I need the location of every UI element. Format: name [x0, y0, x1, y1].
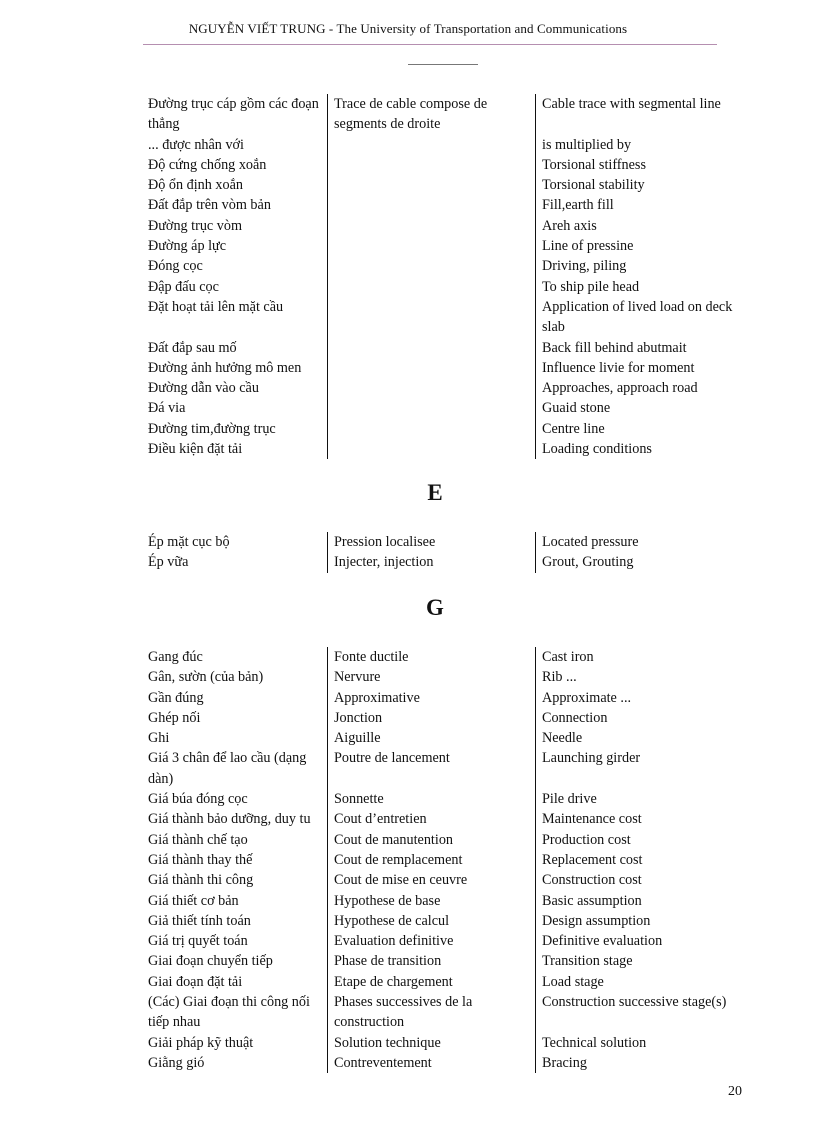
- term-english: Approaches, approach road: [535, 378, 742, 398]
- term-vietnamese: Giá 3 chân để lao cầu (dạng dàn): [148, 750, 307, 787]
- term-french: Trace de cable compose de segments de droite: [327, 94, 535, 135]
- term-english: Driving, piling: [535, 256, 742, 276]
- glossary-row: [148, 728, 748, 748]
- term-english: Fill,earth fill: [535, 195, 742, 215]
- term-vietnamese: Độ ổn định xoắn: [148, 177, 243, 194]
- glossary-row: [148, 175, 748, 195]
- term-vietnamese: Gần đúng: [148, 689, 204, 706]
- term-vietnamese: Giá thành thi công: [148, 872, 254, 889]
- term-french: Cout de manutention: [327, 830, 535, 850]
- term-french: Aiguille: [327, 728, 535, 748]
- term-french: [327, 135, 535, 155]
- term-french: [327, 358, 535, 378]
- glossary-row: [148, 532, 748, 552]
- term-vietnamese: Giá trị quyết toán: [148, 933, 248, 950]
- term-english: Transition stage: [535, 951, 742, 971]
- term-vietnamese: Ghép nối: [148, 709, 201, 726]
- term-english: Centre line: [535, 419, 742, 439]
- glossary-row: [148, 667, 748, 687]
- term-vietnamese: Giá thiết cơ bản: [148, 892, 239, 909]
- term-vietnamese: Ép vữa: [148, 554, 189, 571]
- glossary-row: [148, 992, 748, 1033]
- glossary-row: [148, 688, 748, 708]
- term-english: Bracing: [535, 1053, 742, 1073]
- term-french: Evaluation definitive: [327, 931, 535, 951]
- term-french: [327, 378, 535, 398]
- term-french: [327, 297, 535, 338]
- glossary-row: [148, 850, 748, 870]
- term-vietnamese: Giả thiết tính toán: [148, 912, 251, 929]
- term-vietnamese: Độ cứng chống xoắn: [148, 156, 267, 173]
- page-number: 20: [728, 1084, 742, 1099]
- term-french: Jonction: [327, 708, 535, 728]
- glossary-row: [148, 931, 748, 951]
- term-french: Contreventement: [327, 1053, 535, 1073]
- term-vietnamese: Ép mặt cục bộ: [148, 534, 230, 550]
- glossary-row: [148, 552, 748, 572]
- term-french: Cout d’entretien: [327, 809, 535, 829]
- term-french: Hypothese de calcul: [327, 911, 535, 931]
- glossary-row: [148, 789, 748, 809]
- term-french: Etape de chargement: [327, 972, 535, 992]
- glossary-row: [148, 891, 748, 911]
- term-vietnamese: Giá búa đóng cọc: [148, 791, 248, 808]
- term-english: Back fill behind abutmait: [535, 338, 742, 358]
- term-english: Torsional stiffness: [535, 155, 742, 175]
- term-vietnamese: Đất đắp trên vòm bản: [148, 197, 271, 214]
- term-vietnamese: Đường trục vòm: [148, 217, 242, 234]
- glossary-row: [148, 378, 748, 398]
- glossary-section-e: [148, 532, 748, 573]
- section-letter-e: E: [427, 480, 443, 505]
- term-english: Grout, Grouting: [535, 552, 742, 572]
- glossary-row: [148, 155, 748, 175]
- term-english: Load stage: [535, 972, 742, 992]
- term-english: Maintenance cost: [535, 809, 742, 829]
- term-english: Line of pressine: [535, 236, 742, 256]
- glossary-row: [148, 830, 748, 850]
- glossary-section-g: [148, 647, 748, 1073]
- term-french: Approximative: [327, 688, 535, 708]
- term-english: Technical solution: [535, 1033, 742, 1053]
- term-french: [327, 419, 535, 439]
- term-english: To ship pile head: [535, 277, 742, 297]
- term-english: Replacement cost: [535, 850, 742, 870]
- term-french: Cout de mise en ceuvre: [327, 870, 535, 890]
- term-french: Pression localisee: [327, 532, 535, 552]
- term-english: Loading conditions: [535, 439, 742, 459]
- term-english: Torsional stability: [535, 175, 742, 195]
- term-french: Fonte ductile: [327, 647, 535, 667]
- term-vietnamese: Đường áp lực: [148, 238, 227, 255]
- term-french: Sonnette: [327, 789, 535, 809]
- term-french: Phases successives de la construction: [327, 992, 535, 1033]
- term-english: Design assumption: [535, 911, 742, 931]
- glossary-row: [148, 809, 748, 829]
- term-french: [327, 175, 535, 195]
- term-english: Construction successive stage(s): [535, 992, 742, 1033]
- term-english: Cast iron: [535, 647, 742, 667]
- glossary-row: [148, 236, 748, 256]
- term-vietnamese: Gang đúc: [148, 649, 203, 665]
- term-english: Approximate ...: [535, 688, 742, 708]
- term-english: Cable trace with segmental line: [535, 94, 742, 135]
- section-letter-g: G: [426, 595, 444, 620]
- glossary-row: [148, 439, 748, 459]
- term-english: Influence livie for moment: [535, 358, 742, 378]
- glossary-row: [148, 297, 748, 338]
- term-french: Hypothese de base: [327, 891, 535, 911]
- term-english: is multiplied by: [535, 135, 742, 155]
- glossary-row: [148, 358, 748, 378]
- term-french: [327, 216, 535, 236]
- term-vietnamese: (Các) Giai đoạn thi công nối tiếp nhau: [148, 994, 310, 1031]
- glossary-row: [148, 911, 748, 931]
- term-vietnamese: Đặt hoạt tải lên mặt cầu: [148, 298, 284, 315]
- term-vietnamese: Gân, sườn (của bản): [148, 669, 264, 686]
- term-english: Construction cost: [535, 870, 742, 890]
- glossary-row: [148, 94, 748, 135]
- term-vietnamese: Giai đoạn chuyển tiếp: [148, 953, 273, 970]
- term-english: Definitive evaluation: [535, 931, 742, 951]
- term-english: Rib ...: [535, 667, 742, 687]
- glossary-row: [148, 398, 748, 418]
- glossary-row: [148, 708, 748, 728]
- term-vietnamese: Điều kiện đặt tải: [148, 441, 243, 458]
- term-vietnamese: Giá thành thay thế: [148, 851, 253, 868]
- term-french: [327, 338, 535, 358]
- glossary-row: [148, 951, 748, 971]
- header-divider: [143, 44, 717, 45]
- glossary-row: [148, 419, 748, 439]
- term-french: [327, 398, 535, 418]
- term-vietnamese: Đóng cọc: [148, 258, 203, 275]
- term-english: Launching girder: [535, 748, 742, 789]
- term-english: Basic assumption: [535, 891, 742, 911]
- term-french: [327, 195, 535, 215]
- term-french: Injecter, injection: [327, 552, 535, 572]
- term-vietnamese: Đường trục cáp gồm các đoạn thẳng: [148, 96, 319, 133]
- term-french: Cout de remplacement: [327, 850, 535, 870]
- term-vietnamese: Ghi: [148, 730, 170, 747]
- term-vietnamese: Giải pháp kỹ thuật: [148, 1034, 254, 1051]
- term-english: Guaid stone: [535, 398, 742, 418]
- glossary-section-d: [148, 94, 748, 459]
- glossary-row: [148, 216, 748, 236]
- term-french: Nervure: [327, 667, 535, 687]
- term-french: [327, 155, 535, 175]
- term-vietnamese: Đường dẫn vào cầu: [148, 380, 259, 397]
- page-header: NGUYỄN VIẾT TRUNG - The University of Transportation and Communications: [188, 21, 628, 36]
- term-vietnamese: Đường ảnh hưởng mô men: [148, 359, 302, 376]
- term-vietnamese: Giá thành chế tạo: [148, 831, 248, 848]
- term-english: Connection: [535, 708, 742, 728]
- glossary-row: [148, 647, 748, 667]
- glossary-row: [148, 1033, 748, 1053]
- term-english: Located pressure: [535, 532, 742, 552]
- term-vietnamese: Giá thành bảo dưỡng, duy tu: [148, 811, 311, 828]
- term-vietnamese: Đập đấu cọc: [148, 278, 219, 295]
- term-french: [327, 277, 535, 297]
- term-english: Needle: [535, 728, 742, 748]
- term-english: Production cost: [535, 830, 742, 850]
- term-vietnamese: Giai đoạn đặt tải: [148, 973, 243, 990]
- term-vietnamese: Đá via: [148, 400, 186, 417]
- glossary-row: [148, 1053, 748, 1073]
- glossary-row: [148, 256, 748, 276]
- glossary-row: [148, 195, 748, 215]
- glossary-row: [148, 135, 748, 155]
- term-french: [327, 439, 535, 459]
- term-french: Poutre de lancement: [327, 748, 535, 789]
- term-english: Pile drive: [535, 789, 742, 809]
- term-vietnamese: ... được nhân với: [148, 136, 244, 153]
- term-french: Phase de transition: [327, 951, 535, 971]
- glossary-row: [148, 972, 748, 992]
- glossary-row: [148, 338, 748, 358]
- term-vietnamese: Đường tim,đường trục: [148, 420, 276, 437]
- glossary-row: [148, 277, 748, 297]
- glossary-row: [148, 870, 748, 890]
- term-french: [327, 236, 535, 256]
- term-french: [327, 256, 535, 276]
- term-english: Application of lived load on deck slab: [535, 297, 742, 338]
- term-french: Solution technique: [327, 1033, 535, 1053]
- term-vietnamese: Đất đắp sau mố: [148, 339, 237, 356]
- term-english: Areh axis: [535, 216, 742, 236]
- glossary-row: [148, 748, 748, 789]
- term-vietnamese: Giằng gió: [148, 1054, 205, 1071]
- header-short-rule: [408, 64, 478, 65]
